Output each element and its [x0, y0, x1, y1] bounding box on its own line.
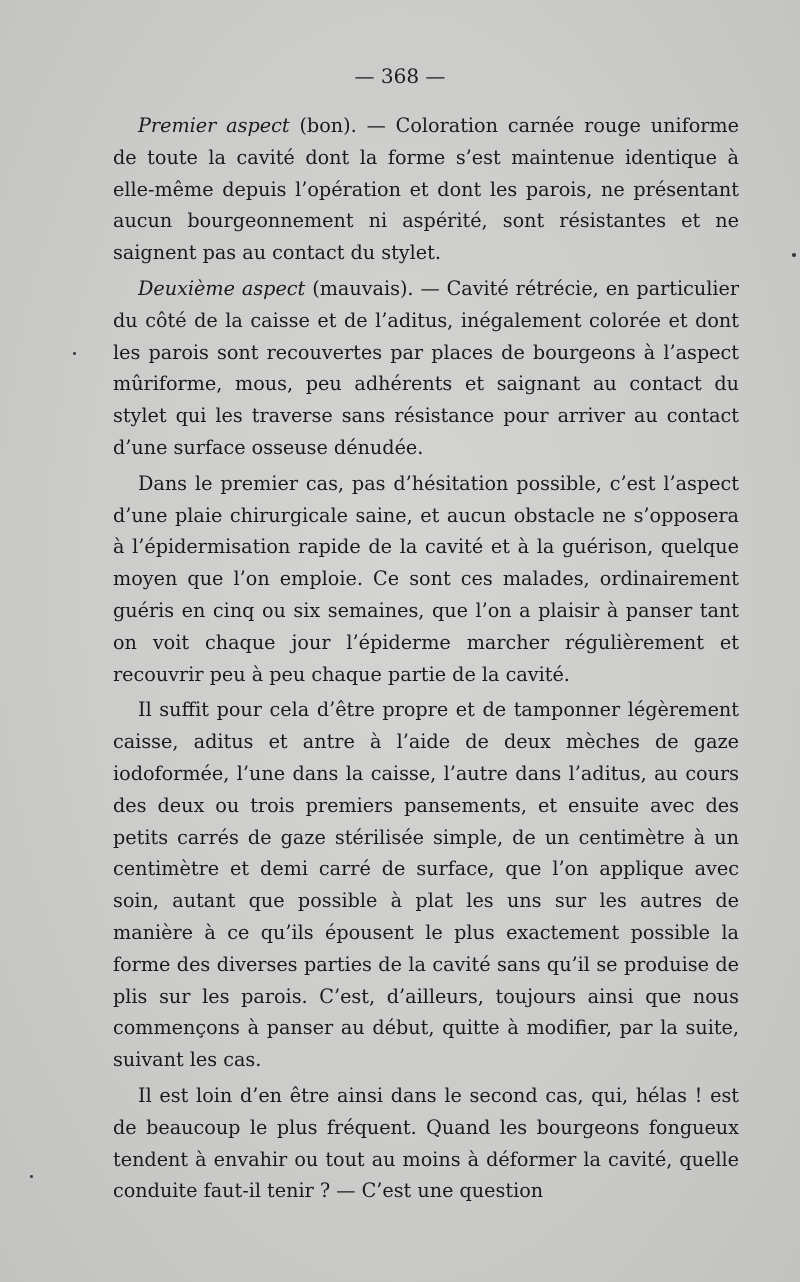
- paragraph-premier-cas: [113, 468, 739, 691]
- paragraph-deuxieme-aspect: [113, 273, 739, 464]
- paragraph-text: (bon). — Coloration carnée rouge uniforme de toute la cavité dont la forme s’est maintenue identique à elle-même depuis l’opération et dont les parois, ne présentant aucun bourgeonnement ni aspérité, sont résistantes et ne saignent pas au contact du stylet.: [113, 114, 739, 265]
- paper-speck: [73, 352, 76, 355]
- paragraph-premier-aspect: [113, 110, 739, 269]
- paragraph-second-cas: [113, 1080, 739, 1207]
- term-premier-aspect: Premier aspect: [138, 114, 290, 137]
- page-number: — 368 —: [354, 64, 446, 88]
- paragraph-text: Il est loin d’en être ainsi dans le second cas, qui, hélas ! est de beaucoup le plus fréquent. Quand les bourgeons fongueux tendent à envahir ou tout au moins à déformer la cavité, quelle conduite faut-il tenir ? — C’est une question: [113, 1083, 739, 1203]
- body-text: [113, 110, 739, 1207]
- paragraph-pansement: [113, 694, 739, 1076]
- paragraph-text: Dans le premier cas, pas d’hésitation possible, c’est l’aspect d’une plaie chirurgicale saine, et aucun obstacle ne s’opposera à l’épidermisation rapide de la cavité et à la guérison, quelque moyen que l’on emploie. Ce sont ces malades, ordinairement guéris en cinq ou six semaines, que l’on a plaisir à panser tant on voit chaque jour l’épiderme marcher régulièrement et recouvrir peu à peu chaque partie de la cavité.: [113, 471, 739, 686]
- paper-speck: [792, 253, 796, 257]
- paper-speck: [30, 1175, 33, 1178]
- paragraph-text: (mauvais). — Cavité rétrécie, en particulier du côté de la caisse et de l’aditus, inégalement colorée et dont les parois sont recouvertes par places de bourgeons à l’aspect mûriforme, mous, peu adhérents et saignant au contact du stylet qui les traverse sans résistance pour arriver au contact d’une surface osseuse dénudée.: [113, 276, 739, 459]
- paragraph-text: Il suffit pour cela d’être propre et de tamponner légèrement caisse, aditus et antre à l’aide de deux mèches de gaze iodoformée, l’une dans la caisse, l’autre dans l’aditus, au cours des deux ou trois premiers pansements, et ensuite avec des petits carrés de gaze stérilisée simple, de un centimètre à un centimètre et demi carré de surface, que l’on applique avec soin, autant que possible à plat les uns sur les autres de manière à ce qu’ils épousent le plus exactement possible la forme des diverses parties de la cavité sans qu’il se produise de plis sur les parois. C’est, d’ailleurs, toujours ainsi que nous commençons à panser au début, quitte à modifier, par la suite, suivant les cas.: [113, 698, 739, 1072]
- term-deuxieme-aspect: Deuxième aspect: [138, 276, 306, 300]
